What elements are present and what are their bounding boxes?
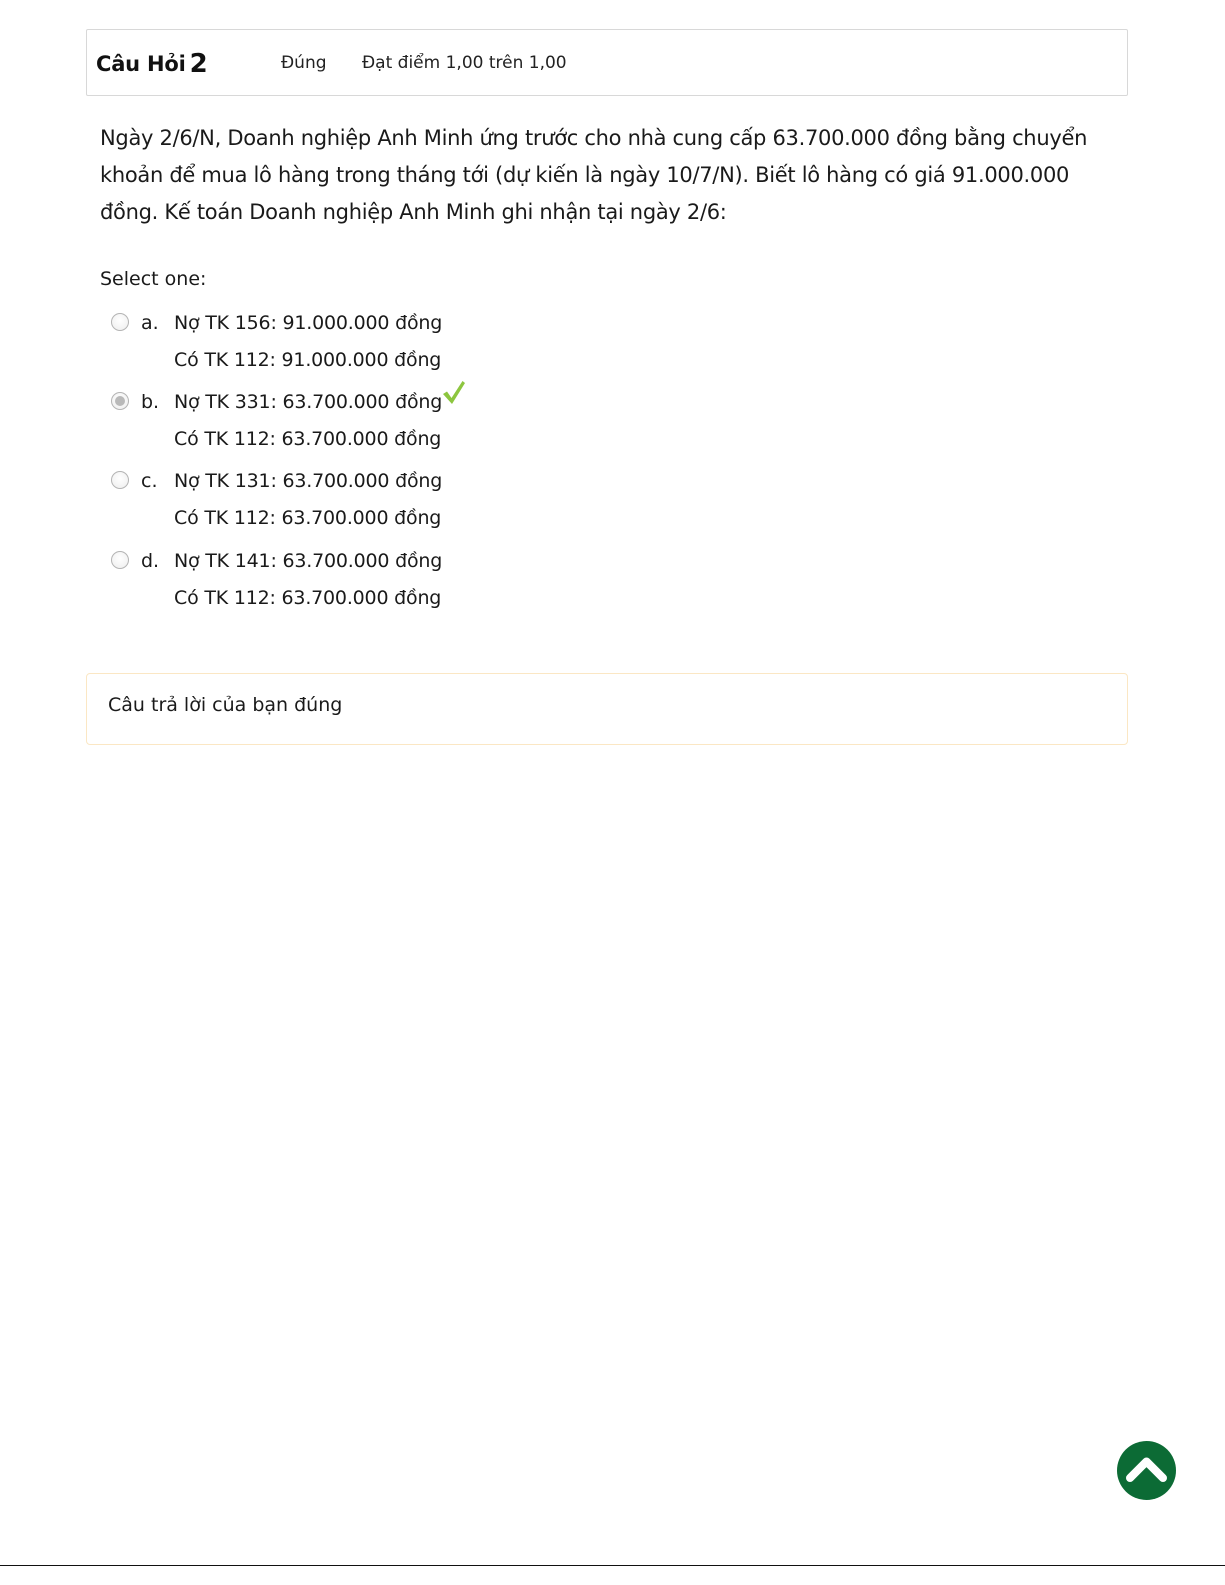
radio-option-a[interactable] bbox=[111, 313, 129, 331]
question-text: Ngày 2/6/N, Doanh nghiệp Anh Minh ứng trước cho nhà cung cấp 63.700.000 đồng bằng chuyển khoản để mua lô hàng trong tháng tới (dự kiến là ngày 10/7/N). Biết lô hàng có giá 91.000.000 đồng. Kế toán Doanh nghiệp Anh Minh ghi nhận tại ngày 2/6: bbox=[100, 126, 1088, 224]
option-credit-line: Có TK 112: 63.700.000 đồng bbox=[174, 507, 442, 529]
option-credit-line: Có TK 112: 63.700.000 đồng bbox=[174, 428, 442, 450]
option-debit-line: Nợ TK 141: 63.700.000 đồng bbox=[174, 550, 443, 572]
question-info-header bbox=[86, 29, 1128, 96]
answer-option-a[interactable] bbox=[108, 312, 708, 388]
feedback-text: Câu trả lời của bạn đúng bbox=[108, 694, 343, 716]
option-credit-line: Có TK 112: 91.000.000 đồng bbox=[174, 349, 442, 371]
check-icon bbox=[442, 379, 466, 405]
option-debit-line-wrap bbox=[174, 391, 466, 417]
answer-option-c[interactable] bbox=[108, 470, 708, 546]
option-letter: b. bbox=[141, 391, 160, 413]
select-prompt: Select one: bbox=[100, 268, 207, 290]
page-bottom-divider bbox=[0, 1565, 1225, 1566]
option-debit-line: Nợ TK 131: 63.700.000 đồng bbox=[174, 470, 443, 492]
option-letter: a. bbox=[141, 312, 159, 334]
option-letter: d. bbox=[141, 550, 160, 572]
question-state: Đúng bbox=[281, 53, 327, 73]
answer-option-d[interactable] bbox=[108, 550, 708, 626]
radio-option-c[interactable] bbox=[111, 471, 129, 489]
chevron-up-icon bbox=[1117, 1441, 1176, 1500]
question-grade: Đạt điểm 1,00 trên 1,00 bbox=[362, 53, 567, 73]
question-title bbox=[96, 48, 208, 78]
option-credit-line: Có TK 112: 63.700.000 đồng bbox=[174, 587, 442, 609]
answer-option-b[interactable] bbox=[108, 391, 708, 467]
option-letter: c. bbox=[141, 470, 158, 492]
radio-option-d[interactable] bbox=[111, 551, 129, 569]
back-to-top-button[interactable] bbox=[1117, 1441, 1176, 1500]
question-label: Câu Hỏi bbox=[96, 52, 186, 76]
option-debit-line: Nợ TK 331: 63.700.000 đồng bbox=[174, 391, 443, 413]
radio-option-b[interactable] bbox=[111, 392, 129, 410]
feedback-box bbox=[86, 673, 1128, 745]
option-debit-line: Nợ TK 156: 91.000.000 đồng bbox=[174, 312, 443, 334]
question-number: 2 bbox=[189, 49, 208, 79]
